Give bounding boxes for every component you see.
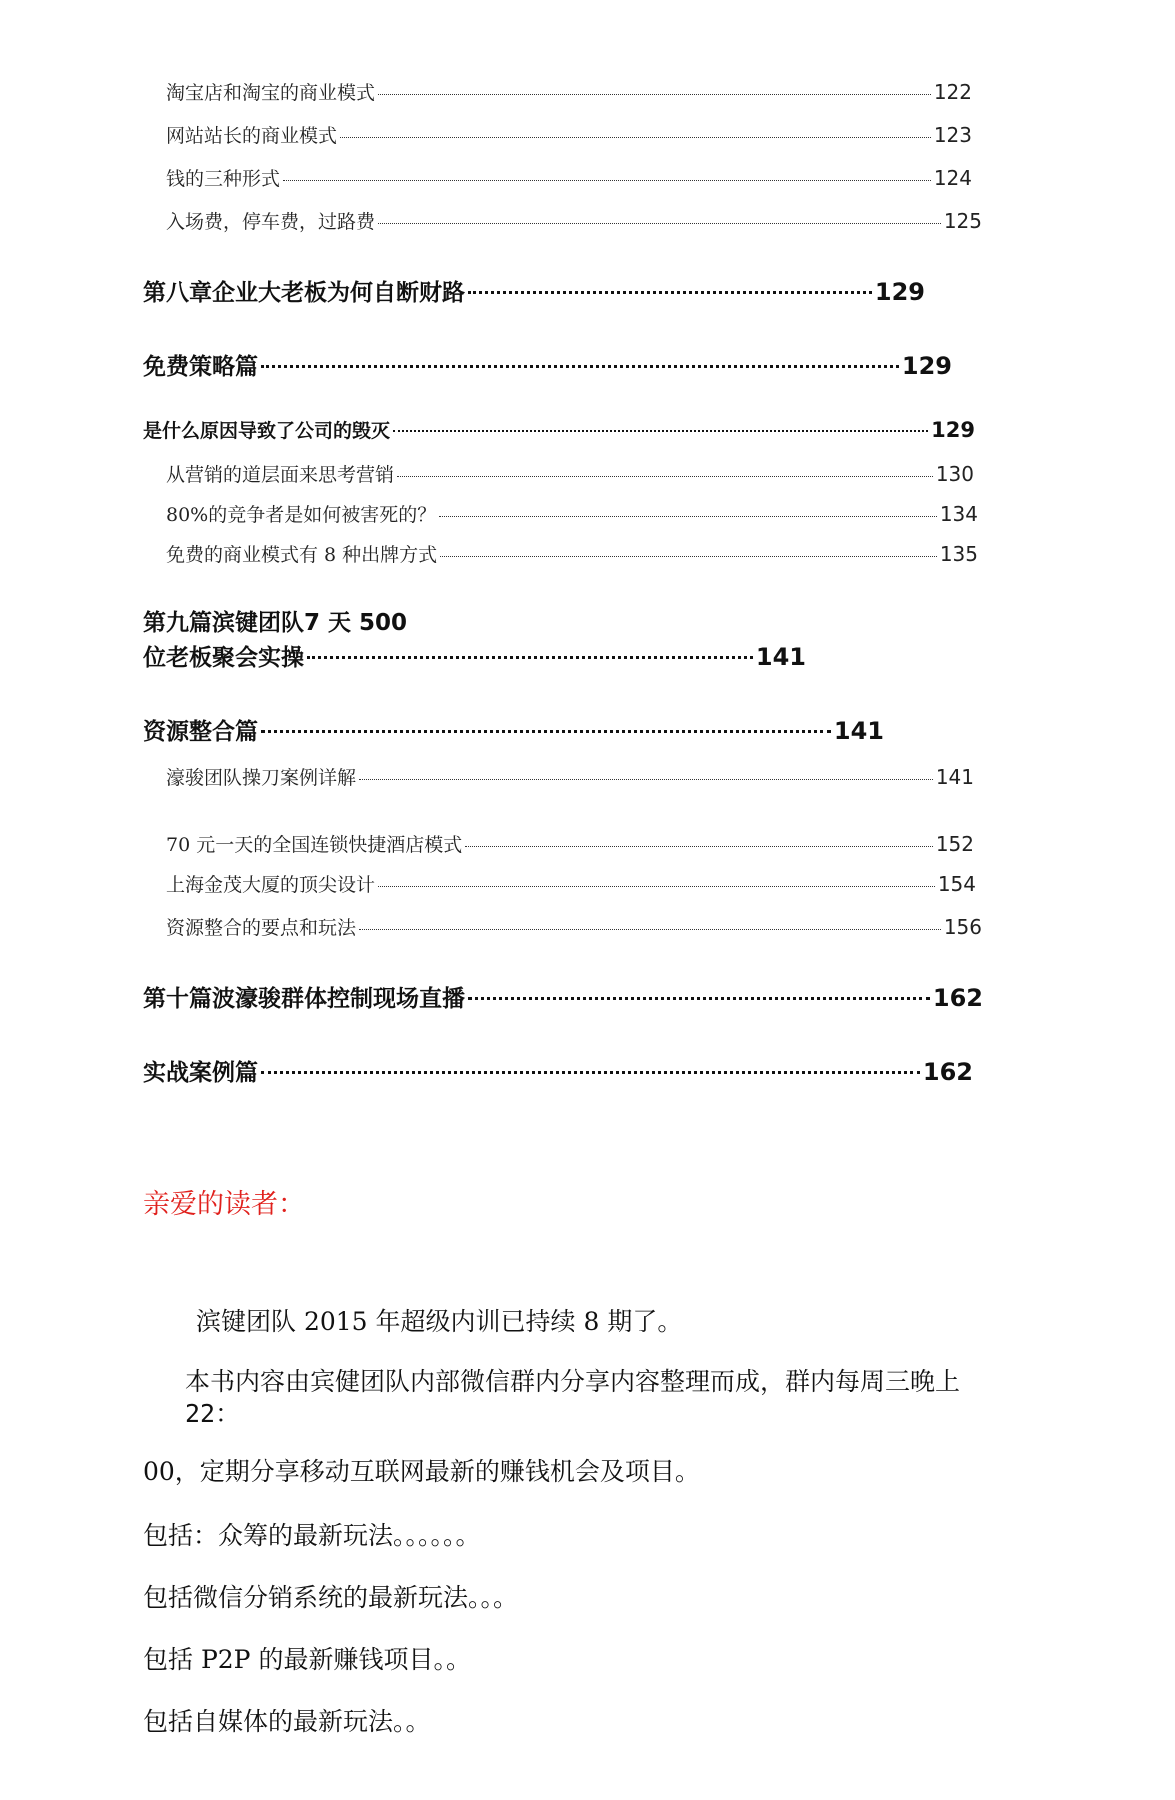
dot-leader (261, 365, 899, 368)
toc-entry-page: 130 (935, 462, 974, 486)
toc-entry-page: 124 (933, 166, 972, 190)
toc-section-title: 是什么原因导致了公司的毁灭 (143, 420, 391, 442)
toc-entry[interactable] (166, 460, 974, 487)
dot-leader (359, 929, 941, 930)
dot-leader (283, 180, 931, 181)
toc-chapter-page: 129 (901, 352, 952, 380)
letter-paragraph: 包括 P2P 的最新赚钱项目。。 (143, 1645, 471, 1674)
toc-section-page: 129 (931, 418, 975, 442)
toc-entry-page: 123 (933, 123, 972, 147)
letter-paragraph: 本书内容由宾健团队内部微信群内分享内容整理而成，群内每周三晚上 (185, 1367, 961, 1396)
toc-entry-title: 从营销的道层面来思考营销 (166, 464, 395, 486)
toc-chapter-title: 免费策略篇 (143, 354, 258, 380)
dot-leader (439, 516, 937, 517)
toc-chapter-page: 162 (922, 1058, 973, 1086)
toc-entry[interactable] (166, 500, 978, 527)
toc-chapter-entry[interactable] (143, 980, 983, 1013)
toc-chapter-entry[interactable] (143, 274, 925, 307)
letter-paragraph: 滨键团队 2015 年超级内训已持续 8 期了。 (196, 1307, 683, 1336)
letter-paragraph: 包括自媒体的最新玩法。。 (143, 1707, 431, 1736)
dot-leader (465, 846, 933, 847)
toc-entry-page: 154 (937, 872, 976, 896)
toc-chapter-page: 141 (755, 643, 806, 671)
dot-leader (261, 730, 831, 733)
toc-entry[interactable] (166, 78, 972, 105)
toc-entry-page: 141 (935, 765, 974, 789)
toc-entry-title: 濠骏团队操刀案例详解 (166, 767, 357, 789)
toc-entry-page: 156 (943, 915, 982, 939)
toc-entry[interactable] (166, 870, 976, 897)
toc-entry-title: 网站站长的商业模式 (166, 125, 338, 147)
letter-paragraph: 00，定期分享移动互联网最新的赚钱机会及项目。 (143, 1457, 700, 1486)
dot-leader (261, 1071, 920, 1074)
toc-section-entry[interactable] (143, 416, 975, 443)
dot-leader (307, 656, 753, 659)
toc-entry[interactable] (166, 207, 982, 234)
toc-entry-title: 资源整合的要点和玩法 (166, 917, 357, 939)
dot-leader (397, 476, 933, 477)
dot-leader (359, 779, 933, 780)
toc-chapter-title: 第十篇波濠骏群体控制现场直播 (143, 986, 465, 1012)
toc-chapter-title: 资源整合篇 (143, 719, 258, 745)
toc-entry-title: 钱的三种形式 (166, 168, 281, 190)
toc-entry-title: 上海金茂大厦的顶尖设计 (166, 874, 376, 896)
toc-chapter-title: 实战案例篇 (143, 1060, 258, 1086)
toc-chapter-title: 第八章企业大老板为何自断财路 (143, 280, 465, 306)
toc-entry-title: 80%的竞争者是如何被害死的？ (166, 504, 437, 526)
toc-entry[interactable] (166, 913, 982, 940)
toc-entry-title: 70 元一天的全国连锁快捷酒店模式 (166, 834, 463, 856)
toc-chapter-page: 141 (833, 717, 884, 745)
toc-chapter-entry[interactable] (143, 639, 806, 672)
toc-chapter-title: 位老板聚会实操 (143, 645, 304, 671)
toc-entry-page: 134 (939, 502, 978, 526)
toc-entry[interactable] (166, 830, 974, 857)
toc-chapter-page: 162 (932, 984, 983, 1012)
toc-entry-page: 152 (935, 832, 974, 856)
toc-chapter-entry[interactable] (143, 713, 884, 746)
toc-chapter-entry[interactable] (143, 1054, 973, 1087)
toc-entry-page: 125 (943, 209, 982, 233)
toc-entry-title: 入场费，停车费，过路费 (166, 211, 376, 233)
letter-paragraph: 包括微信分销系统的最新玩法。。。 (143, 1583, 519, 1612)
dot-leader (440, 556, 937, 557)
letter-paragraph-continuation: 22： (185, 1399, 241, 1428)
toc-entry-title: 免费的商业模式有 8 种出牌方式 (166, 544, 438, 566)
toc-entry-title: 淘宝店和淘宝的商业模式 (166, 82, 376, 104)
toc-entry[interactable] (166, 121, 972, 148)
dot-leader (378, 886, 935, 887)
toc-chapter-entry[interactable] (143, 348, 952, 381)
toc-chapter-page: 129 (874, 278, 925, 306)
dot-leader (468, 291, 872, 294)
toc-entry-page: 122 (933, 80, 972, 104)
dot-leader (393, 430, 928, 432)
toc-entry[interactable] (166, 540, 978, 567)
letter-paragraph: 包括：众筹的最新玩法。。。。。。 (143, 1521, 481, 1550)
toc-chapter-title-line1: 第九篇滨键团队7 天 500 (143, 610, 408, 636)
dot-leader (340, 137, 931, 138)
dot-leader (378, 94, 931, 95)
toc-entry[interactable] (166, 763, 974, 790)
dot-leader (468, 997, 930, 1000)
letter-greeting: 亲爱的读者： (143, 1189, 305, 1220)
toc-entry-page: 135 (939, 542, 978, 566)
dot-leader (378, 223, 941, 224)
toc-entry[interactable] (166, 164, 972, 191)
